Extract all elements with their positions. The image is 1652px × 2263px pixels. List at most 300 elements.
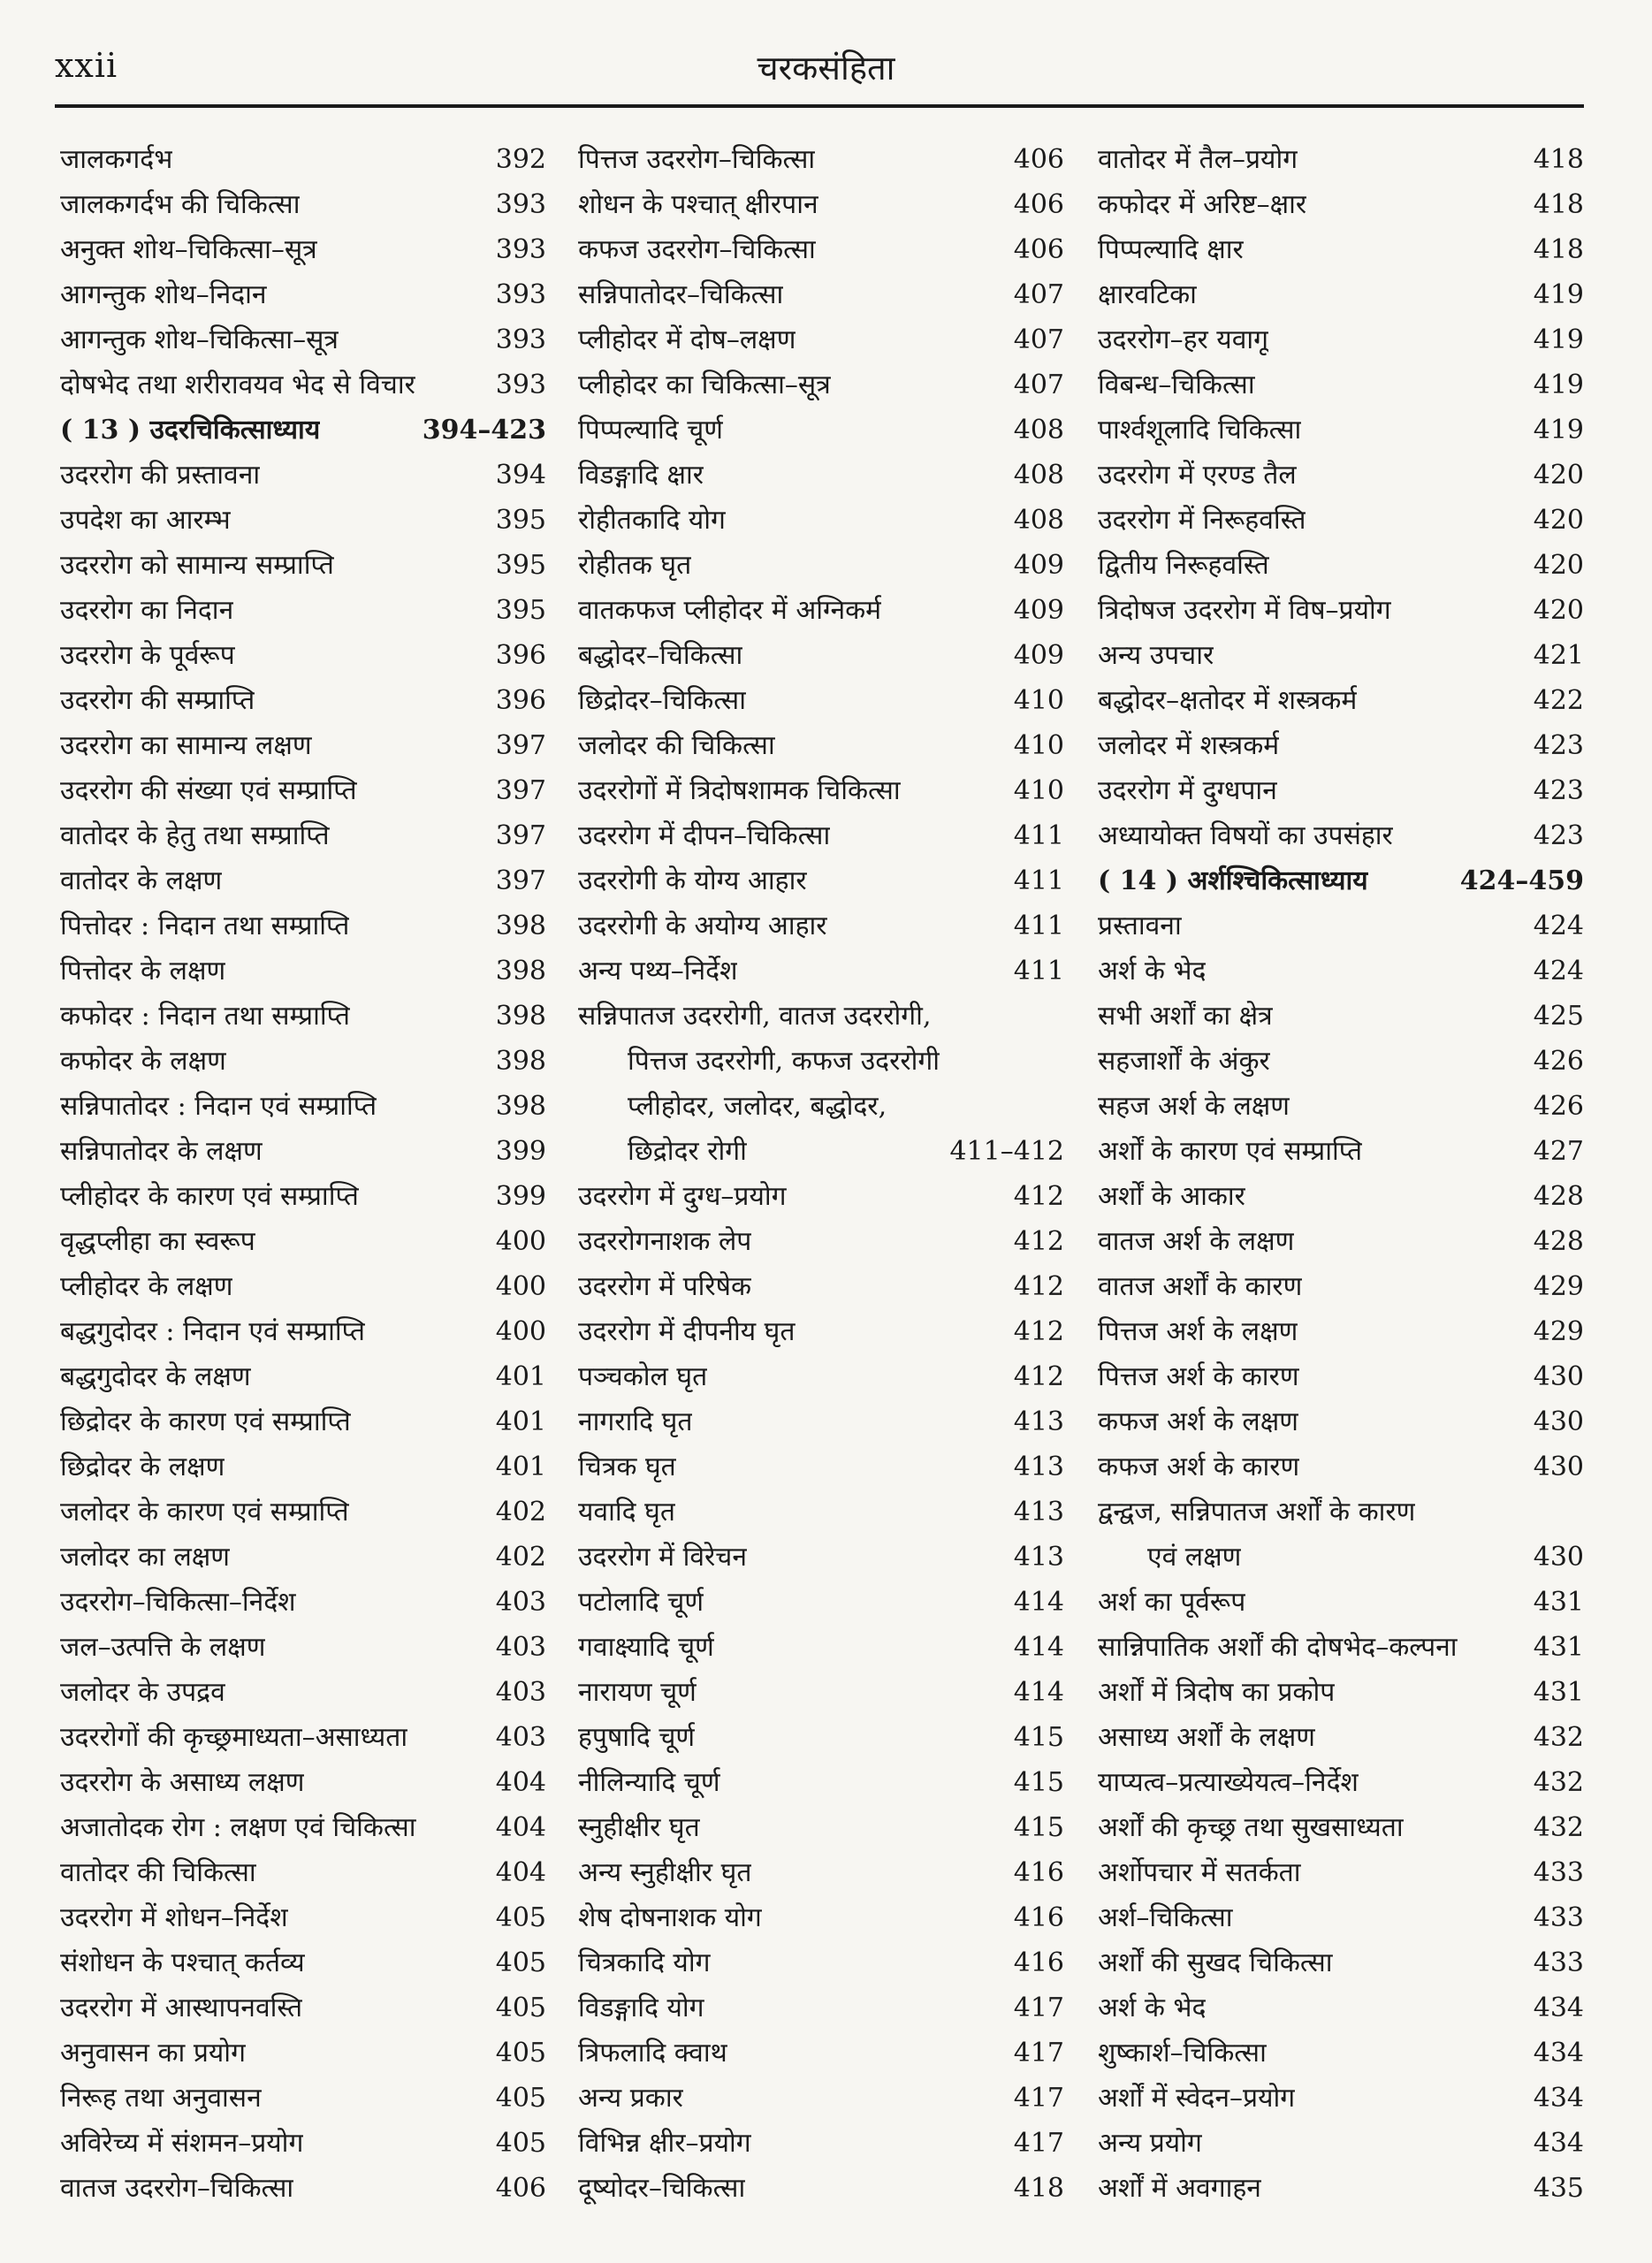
toc-entry-page: 406 — [1013, 189, 1064, 220]
toc-entry — [60, 633, 546, 678]
toc-entry — [578, 678, 1064, 723]
toc-entry-title: विडङ्गादि क्षार — [578, 460, 704, 491]
toc-entry — [578, 1129, 1064, 1174]
toc-entry-title: बद्धगुदोदर : निदान एवं सम्प्राप्ति — [60, 1316, 365, 1347]
toc-column-2 — [578, 137, 1064, 2211]
toc-entry-page: 422 — [1533, 685, 1584, 716]
toc-entry-title: उदररोग की संख्या एवं सम्प्राप्ति — [60, 775, 357, 806]
toc-entry-title: अन्य स्नुहीक्षीर घृत — [578, 1857, 752, 1888]
toc-entry-page: 409 — [1013, 550, 1064, 581]
toc-entry — [60, 272, 546, 317]
toc-entry-title: उदररोग का सामान्य लक्षण — [60, 730, 312, 761]
toc-entry-page: 420 — [1533, 460, 1584, 491]
toc-entry-page: 399 — [495, 1181, 546, 1212]
toc-entry — [578, 768, 1064, 813]
toc-entry — [1098, 1264, 1584, 1309]
toc-entry — [578, 588, 1064, 633]
toc-entry — [578, 903, 1064, 949]
toc-entry-title: उदररोग को सामान्य सम्प्राप्ति — [60, 550, 334, 581]
toc-entry-title: अर्श का पूर्वरूप — [1098, 1587, 1246, 1618]
toc-entry-page: 406 — [1013, 234, 1064, 265]
toc-entry — [578, 1039, 1064, 1084]
toc-entry — [1098, 678, 1584, 723]
toc-entry — [1098, 768, 1584, 813]
toc-entry — [578, 949, 1064, 994]
toc-entry — [578, 1264, 1064, 1309]
toc-entry-title: कफज उदररोग–चिकित्सा — [578, 234, 816, 265]
toc-entry-title: सन्निपातोदर–चिकित्सा — [578, 279, 784, 310]
toc-entry-page: 397 — [495, 865, 546, 896]
toc-entry-title: पित्तज उदररोगी, कफज उदररोगी — [628, 1046, 940, 1077]
toc-entry-title: प्लीहोदर के कारण एवं सम्प्राप्ति — [60, 1181, 359, 1212]
toc-entry — [578, 362, 1064, 408]
toc-entry — [578, 2121, 1064, 2166]
toc-entry-page: 406 — [1013, 144, 1064, 175]
toc-entry-page: 417 — [1013, 2128, 1064, 2159]
toc-entry-title: बद्धोदर–चिकित्सा — [578, 640, 743, 671]
toc-entry — [60, 1805, 546, 1850]
toc-entry-page: 405 — [495, 1993, 546, 2023]
toc-entry-page: 417 — [1013, 1993, 1064, 2023]
toc-entry-title: दूष्योदर–चिकित्सा — [578, 2173, 746, 2204]
toc-entry-page: 400 — [495, 1316, 546, 1347]
toc-entry-title: प्लीहोदर का चिकित्सा–सूत्र — [578, 370, 831, 400]
toc-entry — [1098, 227, 1584, 272]
toc-entry — [60, 1399, 546, 1444]
toc-entry-page: 428 — [1533, 1181, 1584, 1212]
toc-entry-title: अजातोदक रोग : लक्षण एवं चिकित्सा — [60, 1812, 416, 1843]
toc-entry-page: 394–423 — [422, 415, 546, 446]
toc-entry — [578, 2166, 1064, 2211]
toc-entry-title: अर्शों की सुखद चिकित्सा — [1098, 1947, 1333, 1978]
toc-entry-title: द्वितीय निरूहवस्ति — [1098, 550, 1269, 581]
toc-entry-page: 435 — [1533, 2173, 1584, 2204]
toc-entry — [60, 1895, 546, 1940]
toc-entry-title: अर्शों में त्रिदोष का प्रकोप — [1098, 1677, 1336, 1708]
toc-entry-title: त्रिदोषज उदररोग में विष–प्रयोग — [1098, 595, 1391, 626]
toc-entry-page: 424 — [1533, 911, 1584, 941]
toc-entry-title: अर्शों के आकार — [1098, 1181, 1245, 1212]
toc-entry — [578, 543, 1064, 588]
toc-entry — [60, 1174, 546, 1219]
toc-entry-title: सहज अर्श के लक्षण — [1098, 1091, 1290, 1122]
toc-entry-page: 434 — [1533, 2083, 1584, 2114]
toc-entry — [60, 2076, 546, 2121]
toc-entry — [1098, 1895, 1584, 1940]
chapter-heading — [60, 408, 546, 453]
toc-entry-title: अध्यायोक्त विषयों का उपसंहार — [1098, 820, 1393, 851]
toc-entry-page: 430 — [1533, 1542, 1584, 1573]
toc-entry-title: कफज अर्श के लक्षण — [1098, 1406, 1298, 1437]
toc-entry-title: उदररोग में विरेचन — [578, 1542, 748, 1573]
toc-entry-page: 423 — [1533, 775, 1584, 806]
toc-entry-title: वातोदर के हेतु तथा सम्प्राप्ति — [60, 820, 330, 851]
toc-entry-title: उदररोग में शोधन–निर्देश — [60, 1902, 288, 1933]
toc-entry — [578, 723, 1064, 768]
toc-entry-page: 398 — [495, 1046, 546, 1077]
toc-entry-page: 419 — [1533, 279, 1584, 310]
toc-entry — [1098, 1625, 1584, 1670]
toc-entry-title: उदररोग में दुग्ध–प्रयोग — [578, 1181, 787, 1212]
toc-entry — [578, 1715, 1064, 1760]
toc-entry — [60, 1715, 546, 1760]
toc-entry-page: 430 — [1533, 1406, 1584, 1437]
toc-entry-title: वृद्धप्लीहा का स्वरूप — [60, 1226, 255, 1257]
toc-entry-page: 392 — [495, 144, 546, 175]
toc-entry-title: पित्तज उदररोग–चिकित्सा — [578, 144, 816, 175]
toc-entry — [578, 994, 1064, 1039]
toc-entry-page: 404 — [495, 1857, 546, 1888]
toc-entry-page: 420 — [1533, 595, 1584, 626]
toc-entry — [1098, 1219, 1584, 1264]
toc-entry-page: 400 — [495, 1226, 546, 1257]
toc-entry — [578, 813, 1064, 858]
toc-entry-title: उदररोग में आस्थापनवस्ति — [60, 1993, 303, 2023]
toc-entry-page: 430 — [1533, 1361, 1584, 1392]
toc-entry-title: उदररोग की सम्प्राप्ति — [60, 685, 255, 716]
toc-entry-title: उदररोग–चिकित्सा–निर्देश — [60, 1587, 296, 1618]
toc-entry-page: 427 — [1533, 1136, 1584, 1167]
toc-entry-title: अन्य प्रकार — [578, 2083, 683, 2114]
toc-entry-page: 403 — [495, 1677, 546, 1708]
toc-entry-title: पित्तोदर : निदान तथा सम्प्राप्ति — [60, 911, 350, 941]
toc-entry — [1098, 272, 1584, 317]
toc-entry-page: 420 — [1533, 550, 1584, 581]
toc-entry-page: 434 — [1533, 2038, 1584, 2069]
toc-entry — [578, 1805, 1064, 1850]
toc-entry — [1098, 453, 1584, 498]
toc-entry-page: 412 — [1013, 1181, 1064, 1212]
toc-entry — [60, 858, 546, 903]
toc-entry — [60, 1219, 546, 1264]
toc-entry-title: अनुवासन का प्रयोग — [60, 2038, 246, 2069]
toc-entry — [578, 272, 1064, 317]
toc-entry — [1098, 1535, 1584, 1580]
toc-entry — [60, 1129, 546, 1174]
toc-entry-title: कफज अर्श के कारण — [1098, 1452, 1300, 1482]
toc-entry-title: विडङ्गादि योग — [578, 1993, 704, 2023]
toc-entry-title: उदररोग–हर यवागू — [1098, 324, 1269, 355]
toc-entry — [578, 137, 1064, 182]
toc-entry-title: चित्रकादि योग — [578, 1947, 711, 1978]
toc-entry-page: 398 — [495, 1001, 546, 1032]
toc-entry-title: उदररोग का निदान — [60, 595, 234, 626]
toc-entry — [60, 1084, 546, 1129]
toc-entry-title: चित्रक घृत — [578, 1452, 676, 1482]
toc-entry-title: अर्शोपचार में सतर्कता — [1098, 1857, 1301, 1888]
toc-entry-title: उदररोगी के योग्य आहार — [578, 865, 807, 896]
running-title: चरकसंहिता — [757, 49, 895, 88]
toc-entry — [578, 1354, 1064, 1399]
toc-entry — [1098, 2166, 1584, 2211]
toc-entry-title: प्रस्तावना — [1098, 911, 1182, 941]
toc-entry-title: उदररोगी के अयोग्य आहार — [578, 911, 827, 941]
toc-entry — [60, 588, 546, 633]
toc-entry-page: 402 — [495, 1542, 546, 1573]
toc-entry-page: 407 — [1013, 324, 1064, 355]
toc-entry-title: जालकगर्दभ की चिकित्सा — [60, 189, 301, 220]
toc-entry-title: अर्शों के कारण एवं सम्प्राप्ति — [1098, 1136, 1363, 1167]
toc-entry-title: द्वन्द्वज, सन्निपातज अर्शों के कारण — [1098, 1497, 1416, 1528]
toc-entry-title: पित्तोदर के लक्षण — [60, 956, 226, 987]
toc-entry-page: 397 — [495, 820, 546, 851]
toc-entry — [1098, 949, 1584, 994]
toc-entry — [1098, 408, 1584, 453]
toc-entry — [1098, 1039, 1584, 1084]
toc-entry-page: 415 — [1013, 1812, 1064, 1843]
toc-entry — [60, 2031, 546, 2076]
toc-entry-page: 393 — [495, 324, 546, 355]
toc-entry — [578, 1535, 1064, 1580]
toc-entry-title: आगन्तुक शोथ–चिकित्सा–सूत्र — [60, 324, 339, 355]
toc-entry-page: 419 — [1533, 415, 1584, 446]
toc-entry-page: 414 — [1013, 1677, 1064, 1708]
toc-entry-title: अन्य उपचार — [1098, 640, 1214, 671]
toc-entry-title: जलोदर की चिकित्सा — [578, 730, 775, 761]
toc-entry-page: 416 — [1013, 1947, 1064, 1978]
toc-entry-page: 434 — [1533, 1993, 1584, 2023]
toc-entry-page: 428 — [1533, 1226, 1584, 1257]
toc-entry-page: 417 — [1013, 2038, 1064, 2069]
toc-entry — [1098, 1580, 1584, 1625]
toc-entry-page: 395 — [495, 505, 546, 536]
toc-entry-title: कफोदर : निदान तथा सम्प्राप्ति — [60, 1001, 351, 1032]
toc-entry-page: 433 — [1533, 1947, 1584, 1978]
toc-entry-page: 426 — [1533, 1091, 1584, 1122]
toc-entry-page: 411 — [1013, 956, 1064, 987]
toc-entry-page: 413 — [1013, 1497, 1064, 1528]
toc-entry-page: 423 — [1533, 820, 1584, 851]
toc-entry-page: 412 — [1013, 1271, 1064, 1302]
toc-entry-title: जलोदर में शस्त्रकर्म — [1098, 730, 1280, 761]
toc-entry-page: 405 — [495, 2038, 546, 2069]
toc-entry — [578, 408, 1064, 453]
toc-entry-page: 430 — [1533, 1452, 1584, 1482]
toc-entry-title: उदररोगों की कृच्छ्रमाध्यता–असाध्यता — [60, 1722, 408, 1753]
toc-entry — [60, 949, 546, 994]
toc-entry-title: त्रिफलादि क्वाथ — [578, 2038, 727, 2069]
toc-entry — [60, 1670, 546, 1715]
toc-entry — [60, 1535, 546, 1580]
toc-entry-title: वातज अर्शों के कारण — [1098, 1271, 1303, 1302]
toc-entry-page: 410 — [1013, 730, 1064, 761]
toc-entry-title: अविरेच्य में संशमन–प्रयोग — [60, 2128, 304, 2159]
toc-entry-page: 402 — [495, 1497, 546, 1528]
toc-entry — [1098, 1850, 1584, 1895]
toc-entry-title: उदररोग में दुग्धपान — [1098, 775, 1277, 806]
toc-entry-page: 396 — [495, 640, 546, 671]
toc-entry-title: सहजार्शों के अंकुर — [1098, 1046, 1270, 1077]
toc-entry-page: 405 — [495, 2083, 546, 2114]
toc-entry-title: आगन्तुक शोथ–निदान — [60, 279, 267, 310]
toc-entry — [60, 903, 546, 949]
toc-entry — [60, 453, 546, 498]
toc-entry-title: छिद्रोदर के कारण एवं सम्प्राप्ति — [60, 1406, 351, 1437]
toc-entry — [60, 2121, 546, 2166]
toc-entry — [1098, 137, 1584, 182]
toc-entry-page: 421 — [1533, 640, 1584, 671]
toc-entry-page: 433 — [1533, 1857, 1584, 1888]
toc-entry — [1098, 1309, 1584, 1354]
toc-entry — [60, 813, 546, 858]
toc-entry — [578, 1490, 1064, 1535]
toc-entry-page: 413 — [1013, 1542, 1064, 1573]
toc-entry — [578, 317, 1064, 362]
toc-entry — [578, 1084, 1064, 1129]
toc-entry-page: 434 — [1533, 2128, 1584, 2159]
toc-entry — [1098, 588, 1584, 633]
toc-entry-page: 406 — [495, 2173, 546, 2204]
toc-entry-title: अर्शों में अवगाहन — [1098, 2173, 1261, 2204]
toc-entry — [578, 1219, 1064, 1264]
toc-entry-title: जल–उत्पत्ति के लक्षण — [60, 1632, 266, 1663]
toc-entry-title: नीलिन्यादि चूर्ण — [578, 1767, 720, 1798]
toc-entry-page: 404 — [495, 1767, 546, 1798]
toc-entry-page: 416 — [1013, 1857, 1064, 1888]
toc-entry — [1098, 2121, 1584, 2166]
toc-entry — [1098, 1670, 1584, 1715]
toc-entry-title: गवाक्ष्यादि चूर्ण — [578, 1632, 714, 1663]
toc-entry — [578, 498, 1064, 543]
toc-entry — [578, 1625, 1064, 1670]
toc-entry-page: 400 — [495, 1271, 546, 1302]
toc-entry — [1098, 2076, 1584, 2121]
toc-entry-title: जलोदर के उपद्रव — [60, 1677, 225, 1708]
toc-entry-page: 399 — [495, 1136, 546, 1167]
toc-entry-page: 413 — [1013, 1406, 1064, 1437]
toc-entry-title: रोहीतक घृत — [578, 550, 692, 581]
toc-entry-title: सभी अर्शों का क्षेत्र — [1098, 1001, 1273, 1032]
toc-entry-title: अनुक्त शोथ–चिकित्सा–सूत्र — [60, 234, 317, 265]
toc-entry-page: 412 — [1013, 1226, 1064, 1257]
toc-entry-page: 429 — [1533, 1271, 1584, 1302]
toc-entry-page: 417 — [1013, 2083, 1064, 2114]
toc-entry-title: उदररोग में परिषेक — [578, 1271, 752, 1302]
toc-entry — [1098, 1805, 1584, 1850]
toc-entry — [60, 1985, 546, 2031]
toc-entry-page: 424–459 — [1459, 865, 1584, 896]
toc-entry-page: 418 — [1533, 144, 1584, 175]
toc-entry — [60, 1760, 546, 1805]
toc-entry-title: क्षारवटिका — [1098, 279, 1197, 310]
toc-entry-title: उदररोग में एरण्ड तैल — [1098, 460, 1297, 491]
toc-entry-page: 397 — [495, 730, 546, 761]
toc-entry — [60, 1850, 546, 1895]
toc-entry-page: 418 — [1533, 189, 1584, 220]
toc-entry-title: उदररोग में निरूहवस्ति — [1098, 505, 1306, 536]
toc-entry-page: 408 — [1013, 505, 1064, 536]
toc-entry — [578, 1895, 1064, 1940]
toc-entry-title: सान्निपातिक अर्शों की दोषभेद–कल्पना — [1098, 1632, 1458, 1663]
toc-entry-page: 407 — [1013, 370, 1064, 400]
toc-entry-title: सन्निपातज उदररोगी, वातज उदररोगी, — [578, 1001, 932, 1032]
toc-entry-title: हपुषादि चूर्ण — [578, 1722, 696, 1753]
toc-entry — [578, 1940, 1064, 1985]
toc-entry — [1098, 723, 1584, 768]
toc-entry-page: 397 — [495, 775, 546, 806]
toc-entry — [578, 2031, 1064, 2076]
toc-entry-page: 414 — [1013, 1632, 1064, 1663]
toc-entry-title: अन्य पथ्य–निर्देश — [578, 956, 738, 987]
toc-entry-title: उदररोगों में त्रिदोषशामक चिकित्सा — [578, 775, 901, 806]
toc-entry-page: 414 — [1013, 1587, 1064, 1618]
toc-entry-page: 407 — [1013, 279, 1064, 310]
toc-entry-title: अन्य प्रयोग — [1098, 2128, 1202, 2159]
toc-entry-title: अर्शों की कृच्छ्र तथा सुखसाध्यता — [1098, 1812, 1404, 1843]
toc-entry-page: 405 — [495, 1947, 546, 1978]
toc-entry-title: अर्श के भेद — [1098, 956, 1207, 987]
toc-entry — [1098, 2031, 1584, 2076]
toc-entry — [60, 1264, 546, 1309]
toc-entry-title: जालकगर्दभ — [60, 144, 173, 175]
toc-entry — [1098, 543, 1584, 588]
toc-entry — [1098, 813, 1584, 858]
toc-entry-page: 415 — [1013, 1767, 1064, 1798]
toc-entry — [578, 1985, 1064, 2031]
toc-entry — [1098, 182, 1584, 227]
toc-entry-title: विभिन्न क्षीर–प्रयोग — [578, 2128, 751, 2159]
toc-entry-title: जलोदर का लक्षण — [60, 1542, 230, 1573]
toc-entry — [1098, 1129, 1584, 1174]
toc-entry-title: पिप्पल्यादि चूर्ण — [578, 415, 723, 446]
toc-entry-title: स्नुहीक्षीर घृत — [578, 1812, 700, 1843]
toc-entry-page: 432 — [1533, 1722, 1584, 1753]
toc-entry-title: अर्शों में स्वेदन–प्रयोग — [1098, 2083, 1296, 2114]
toc-entry-page: 415 — [1013, 1722, 1064, 1753]
toc-entry-title: एवं लक्षण — [1147, 1542, 1242, 1573]
toc-entry-page: 403 — [495, 1632, 546, 1663]
toc-entry-title: पञ्चकोल घृत — [578, 1361, 708, 1392]
toc-entry-page: 401 — [495, 1361, 546, 1392]
toc-entry — [578, 227, 1064, 272]
toc-entry-title: वातोदर में तैल–प्रयोग — [1098, 144, 1298, 175]
toc-entry — [1098, 633, 1584, 678]
toc-entry — [60, 317, 546, 362]
toc-entry-title: निरूह तथा अनुवासन — [60, 2083, 262, 2114]
toc-entry-page: 403 — [495, 1722, 546, 1753]
toc-entry-title: पिप्पल्यादि क्षार — [1098, 234, 1244, 265]
toc-entry-title: असाध्य अर्शों के लक्षण — [1098, 1722, 1315, 1753]
toc-entry-page: 419 — [1533, 324, 1584, 355]
toc-entry-title: उदररोग में दीपन–चिकित्सा — [578, 820, 831, 851]
toc-entry — [60, 227, 546, 272]
toc-entry — [60, 1625, 546, 1670]
toc-entry-title: दोषभेद तथा शरीरावयव भेद से विचार — [60, 370, 415, 400]
toc-entry-page: 416 — [1013, 1902, 1064, 1933]
toc-entry-page: 431 — [1533, 1677, 1584, 1708]
toc-entry-page: 395 — [495, 595, 546, 626]
toc-entry-page: 393 — [495, 279, 546, 310]
toc-entry — [578, 1760, 1064, 1805]
toc-entry-title: उपदेश का आरम्भ — [60, 505, 231, 536]
toc-entry — [578, 1309, 1064, 1354]
toc-entry-title: वातोदर के लक्षण — [60, 865, 223, 896]
toc-entry-title: प्लीहोदर के लक्षण — [60, 1271, 233, 1302]
toc-entry-page: 403 — [495, 1587, 546, 1618]
toc-column-3 — [1098, 137, 1584, 2211]
toc-entry — [60, 1444, 546, 1490]
toc-entry-title: पार्श्वशूलादि चिकित्सा — [1098, 415, 1302, 446]
toc-entry-page: 429 — [1533, 1316, 1584, 1347]
toc-entry — [1098, 1940, 1584, 1985]
toc-column-1 — [60, 137, 546, 2211]
toc-entry-page: 410 — [1013, 775, 1064, 806]
toc-entry-page: 413 — [1013, 1452, 1064, 1482]
toc-entry — [1098, 1399, 1584, 1444]
toc-entry — [1098, 1174, 1584, 1219]
toc-entry-page: 418 — [1533, 234, 1584, 265]
toc-entry-page: 411 — [1013, 911, 1064, 941]
